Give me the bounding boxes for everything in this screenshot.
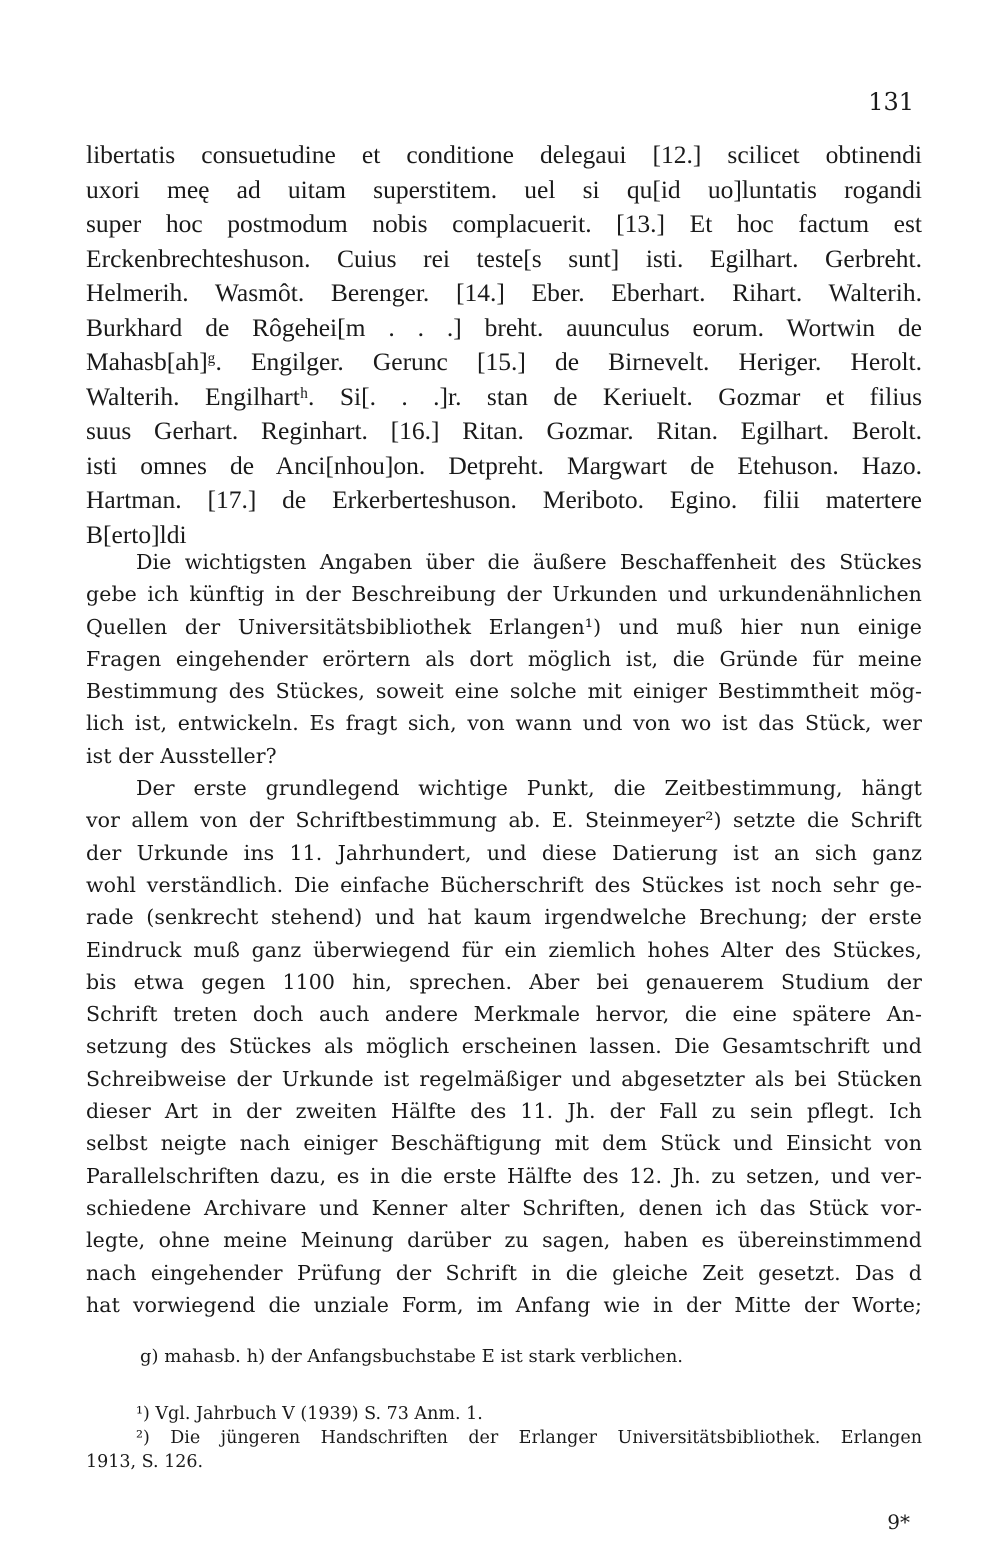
paragraph-line: Bestimmung des Stückes, soweit eine solche mit einiger Bestimmtheit mög- xyxy=(86,679,922,704)
paragraph-line: nach eingehender Prüfung der Schrift in die gleiche Zeit gesetzt. Das d xyxy=(86,1260,922,1285)
paragraph-line: wohl verständlich. Die einfache Bücherschrift des Stückes ist noch sehr ge- xyxy=(86,872,922,897)
latin-line: Hartman. [17.] de Erkerberteshuson. Meriboto. Egino. filii matertere xyxy=(86,485,922,514)
paragraph-line: Eindruck muß ganz überwiegend für ein ziemlich hohes Alter des Stückes, xyxy=(86,937,922,962)
paragraph-line: setzung des Stückes als möglich erscheinen lassen. Die Gesamtschrift und xyxy=(86,1034,922,1059)
page-number: 131 xyxy=(868,88,914,116)
latin-line: B[erto]ldi xyxy=(86,519,187,549)
latin-line: super hoc postmodum nobis complacuerit. [13.] Et hoc factum est xyxy=(86,209,922,238)
latin-line: Burkhard de Rôgehei[m . . .] breht. auunculus eorum. Wortwin de xyxy=(86,312,922,342)
paragraph-line: selbst neigte nach einiger Beschäftigung mit dem Stück und Einsicht von xyxy=(86,1131,922,1156)
latin-line: suus Gerhart. Reginhart. [16.] Ritan. Gozmar. Ritan. Egilhart. Berolt. xyxy=(86,416,922,445)
paragraph-line: vor allem von der Schriftbestimmung ab. E. Steinmeyer²) setzte die Schrift xyxy=(86,808,922,833)
paragraph-line: lich ist, entwickeln. Es fragt sich, von wann und von wo ist das Stück, wer xyxy=(86,711,922,736)
paragraph-line: Parallelschriften dazu, es in die erste Hälfte des 12. Jh. zu setzen, und ver- xyxy=(86,1163,922,1188)
paragraph-line: der Urkunde ins 11. Jahrhundert, und diese Datierung ist an sich ganz xyxy=(86,840,922,865)
footnote-2: ²) Die jüngeren Handschriften der Erlanger Universitätsbibliothek. Erlangen xyxy=(136,1428,922,1448)
latin-line: Mahasb[ah]ᵍ. Engilger. Gerunc [15.] de Birnevelt. Heriger. Herolt. xyxy=(86,347,922,376)
paragraph-line: rade (senkrecht stehend) und hat kaum irgendwelche Brechung; der erste xyxy=(86,905,922,930)
latin-line: isti omnes de Anci[nhou]on. Detpreht. Margwart de Etehuson. Hazo. xyxy=(86,450,922,480)
latin-charter-text xyxy=(86,138,922,552)
paragraph-line: ist der Aussteller? xyxy=(86,743,277,768)
paragraph-line: dieser Art in der zweiten Hälfte des 11. Jh. der Fall zu sein pflegt. Ich xyxy=(86,1099,922,1124)
latin-line: libertatis consuetudine et conditione delegaui [12.] scilicet obtinendi xyxy=(86,140,922,169)
paragraph-line: Schreibweise der Urkunde ist regelmäßiger und abgesetzter als bei Stücken xyxy=(86,1066,922,1091)
paragraph-line: Der erste grundlegend wichtige Punkt, die Zeitbestimmung, hängt xyxy=(136,776,922,801)
latin-line: uxori meę ad uitam superstitem. uel si qu[id uo]luntatis rogandi xyxy=(86,174,922,204)
paragraph-line: bis etwa gegen 1100 hin, sprechen. Aber bei genauerem Studium der xyxy=(86,969,922,994)
footnote-2-continued: 1913, S. 126. xyxy=(86,1452,204,1472)
printer-signature: 9* xyxy=(887,1510,910,1534)
latin-line: Helmerih. Wasmôt. Berenger. [14.] Eber. Eberhart. Rihart. Walterih. xyxy=(86,278,922,307)
latin-line: Walterih. Engilhartʰ. Si[. . .]r. stan de Keriuelt. Gozmar et filius xyxy=(86,381,922,411)
german-commentary xyxy=(86,546,922,1321)
paragraph-line: hat vorwiegend die unziale Form, im Anfang wie in der Mitte der Worte; xyxy=(86,1292,922,1317)
footnote-1: ¹) Vgl. Jahrbuch V (1939) S. 73 Anm. 1. xyxy=(136,1404,483,1424)
latin-line: Erckenbrechteshuson. Cuius rei teste[s sunt] isti. Egilhart. Gerbreht. xyxy=(86,243,922,273)
paragraph-line: Schrift treten doch auch andere Merkmale hervor, die eine spätere An- xyxy=(86,1002,922,1027)
paragraph-line: Quellen der Universitätsbibliothek Erlangen¹) und muß hier nun einige xyxy=(86,614,922,639)
critical-apparatus: g) mahasb. h) der Anfangsbuchstabe E ist stark verblichen. xyxy=(140,1346,684,1367)
paragraph-line: schiedene Archivare und Kenner alter Schriften, denen ich das Stück vor- xyxy=(86,1195,922,1220)
paragraph-line: gebe ich künftig in der Beschreibung der Urkunden und urkundenähnlichen xyxy=(86,582,922,607)
paragraph-line: Fragen eingehender erörtern als dort möglich ist, die Gründe für meine xyxy=(86,646,922,671)
paragraph-line: legte, ohne meine Meinung darüber zu sagen, haben es übereinstimmend xyxy=(86,1228,922,1253)
footnotes xyxy=(86,1402,922,1474)
paragraph-line: Die wichtigsten Angaben über die äußere Beschaffenheit des Stückes xyxy=(136,550,922,574)
